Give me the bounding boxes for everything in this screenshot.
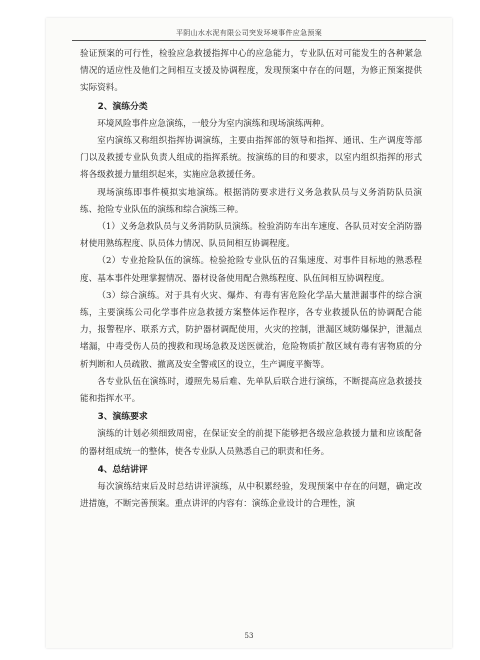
page-header: 平阴山水水泥有限公司突发环境事件应急预案 [176, 29, 322, 37]
section-2-paragraph-6: （3）综合演练。对于具有火灾、爆炸、有毒有害危险化学品大量泄漏事件的综合演练，主要演练公司化学事件应急救援方案整体运作程序，各专业救援队伍的协调配合能力，报警程序、联系方式，防护器材调配使用，火灾的控制，泄漏区域防爆保护，泄漏点堵漏，中毒受伤人员的搜救和现场急救及送医就治，危险物质扩散区域有毒有害物质的分析判断和人员疏散、撤离及安全警戒区的设立，生产调度平衡等。 [80, 290, 422, 370]
page-content [80, 46, 422, 513]
header-divider [72, 40, 426, 41]
document-page [46, 18, 452, 648]
section-2-paragraph-3: 现场演练即事件模拟实地演练。根据消防要求进行义务急救队员与义务消防队员演练、抢险专业队伍的演练和综合演练三种。 [80, 187, 422, 215]
intro-paragraph: 验证预案的可行性，检验应急救援指挥中心的应急能力，专业队伍对可能发生的各种紧急情况的适应性及他们之间相互支援及协调程度，发现预案中存在的问题，为修正预案提供实际资料。 [80, 49, 422, 94]
section-2-paragraph-2: 室内演练又称组织指挥协调演练，主要由指挥部的领导和指挥、通讯、生产调度等部门以及救援专业队负责人组成的指挥系统。按演练的目的和要求，以室内组织指挥的形式将各级救援力量组织起来，实施应急救援任务。 [80, 136, 422, 181]
page-number: 53 [244, 632, 254, 640]
section-2-heading: 2、演练分类 [97, 101, 148, 112]
section-3-paragraph-1: 演练的计划必须细致周密，在保证安全的前提下能够把各级应急救援力量和应该配备的器材组成统一的整体，使各专业队人员熟悉自己的职责和任务。 [80, 429, 422, 457]
section-2-paragraph-1: 环境风险事件应急演练，一般分为室内演练和现场演练两种。 [97, 118, 330, 129]
section-2-paragraph-4: （1）义务急救队员与义务消防队员演练。检验消防车出车速度、各队员对安全消防器材使用熟练程度、队员体力情况、队员间相互协调程度。 [80, 222, 422, 250]
section-4-heading: 4、总结讲评 [97, 464, 148, 475]
section-4-paragraph-1: 每次演练结束后及时总结讲评演练，从中积累经验，发现预案中存在的问题，确定改进措施，不断完善预案。重点讲评的内容有：演练企业设计的合理性，演 [80, 482, 422, 510]
section-3-heading: 3、演练要求 [97, 412, 148, 423]
section-2-paragraph-7: 各专业队伍在演练时，遵照先易后难、先单队后联合进行演练，不断提高应急救援技能和指挥水平。 [80, 376, 422, 405]
section-2-paragraph-5: （2）专业抢险队伍的演练。检验抢险专业队伍的召集速度、对事件目标地的熟悉程度、基本事件处理掌握情况、器材设备使用配合熟练程度、队伍间相互协调程度。 [80, 256, 422, 284]
